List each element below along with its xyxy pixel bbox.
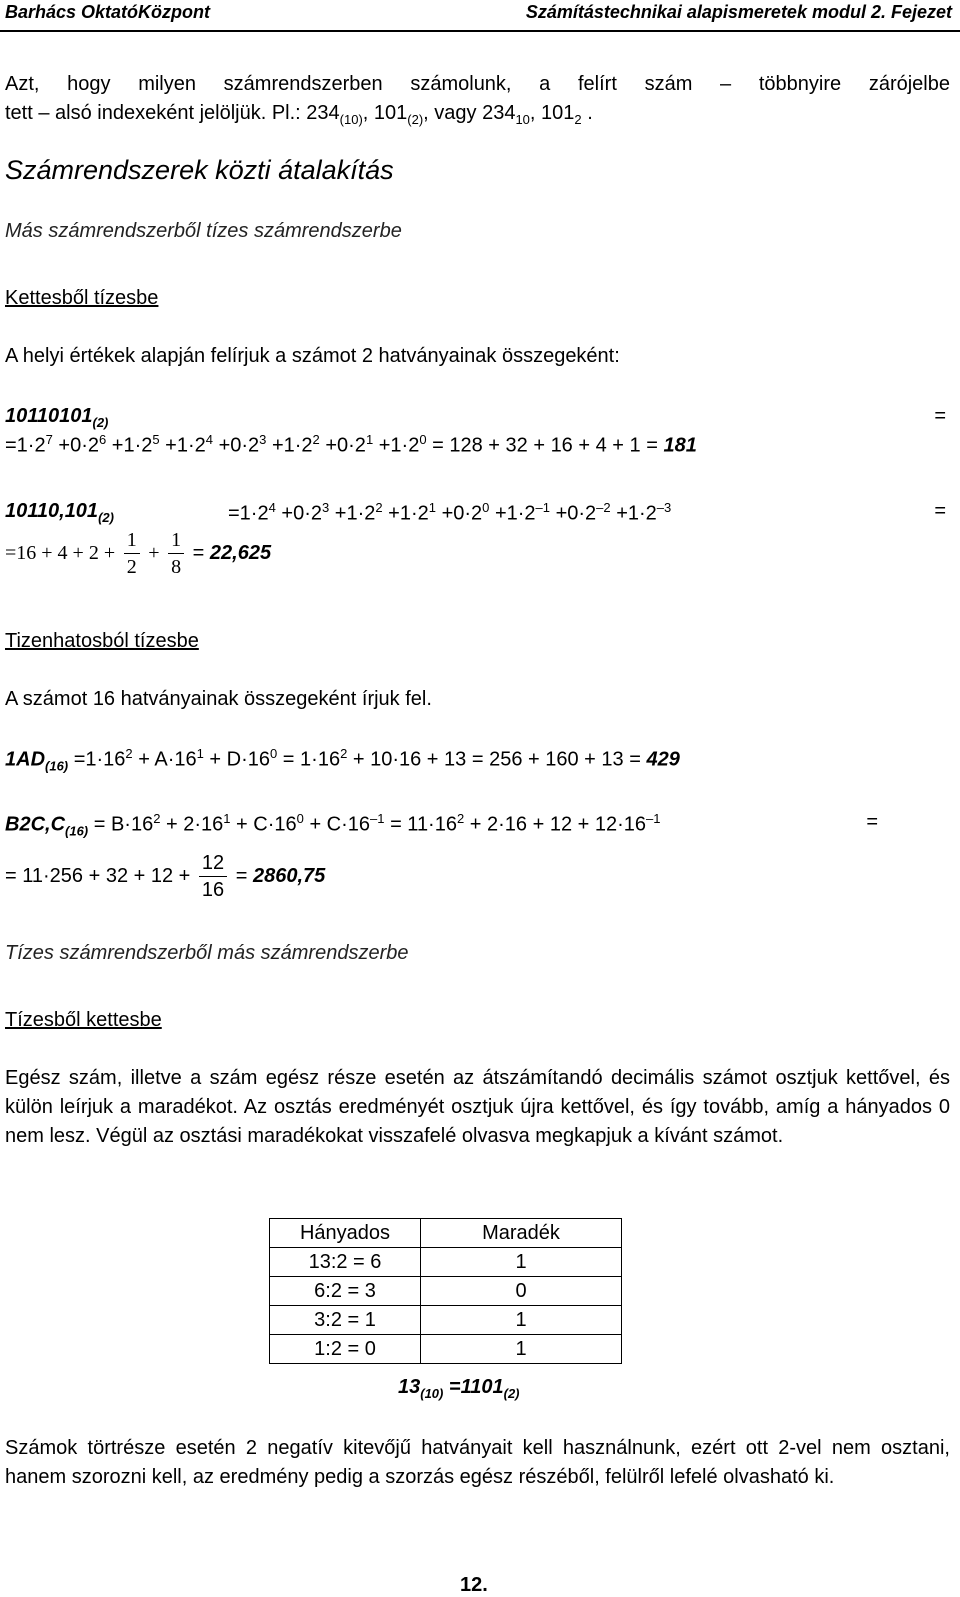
eq2-eqsign: = <box>934 500 946 522</box>
section-title: Számrendszerek közti átalakítás <box>5 155 394 185</box>
table-header-row <box>270 1219 622 1248</box>
table-cell: 3:2 = 1 <box>270 1306 421 1335</box>
eq1-eqsign: = <box>934 405 946 427</box>
eq2-result: 22,625 <box>209 541 272 564</box>
section3-subtitle: Tízes számrendszerből más számrendszerbe <box>5 942 409 964</box>
header-right: Számítástechnikai alapismeretek modul 2. Fejezet <box>525 2 952 22</box>
heading-binary-to-decimal: Kettesből tízesbe <box>5 287 159 309</box>
table-cell: 1 <box>421 1335 622 1364</box>
header-left: Barhács OktatóKözpont <box>5 2 211 22</box>
fraction-1-8: $\frac{1}{8}$ <box>168 527 184 580</box>
table-row <box>270 1306 622 1335</box>
division-table <box>269 1218 622 1364</box>
eq2-expression: $=1\cdot 2^4 +0\cdot 2^3 +1\cdot 2^2 +1\cdot 2^1 +0\cdot 2^0 +1\cdot 2^{-1} +0\cdot 2^{-2} +1\cdot 2^{-3}$ <box>228 500 672 525</box>
table-cell: 13:2 = 6 <box>270 1248 421 1277</box>
table-row <box>270 1248 622 1277</box>
eq3-result: 429 <box>646 748 680 771</box>
table-header: Hányados <box>270 1219 421 1248</box>
heading-decimal-to-binary: Tízesből kettesbe <box>5 1009 162 1031</box>
section3-paragraph: Egész szám, illetve a szám egész része esetén az átszámítandó decimális számot osztjuk kettővel, és külön leírjuk a maradékot. Az osztás eredményét osztjuk újra kettővel, és így tovább, amíg a hányados 0 nem lesz. Végül az osztási maradékokat visszafelé olvasva megkapjuk a kívánt számot. <box>5 1067 950 1147</box>
table-row <box>270 1277 622 1306</box>
eq1-lhs: $10110101_{(2)}$ <box>5 405 109 430</box>
conversion-result: $13_{(10)} =1101_{(2)}$ <box>398 1376 520 1401</box>
eq4: $B2C,C_{(16)} = B\cdot 16^2 + 2\cdot 16^1 + C\cdot 16^0 + C\cdot 16^{-1} = 11\cdot 16^2 + 2\cdot 16 + 12 + 12\cdot 16^{-1}$ <box>5 811 661 839</box>
eq2-lhs: $10110,101_{(2)}$ <box>5 500 114 525</box>
intro-line-2: tett – alsó indexeként jelöljük. Pl.: $234_{(10)}$, $101_{(2)}$, vagy $234_{10}$, $101_2$ . <box>5 102 593 127</box>
table-cell: 0 <box>421 1277 622 1306</box>
table-cell: 1:2 = 0 <box>270 1335 421 1364</box>
eq4-result: 2860,75 <box>252 864 326 887</box>
table-header: Maradék <box>421 1219 622 1248</box>
section-subtitle: Más számrendszerből tízes számrendszerbe <box>5 220 402 242</box>
section2-text: A számot 16 hatványainak összegeként írjuk fel. <box>5 688 432 710</box>
eq4-line2: = 11·256 + 32 + 12 + $\frac{12}{16}$ = 2860,75 <box>5 852 326 901</box>
eq2-line2: =16 + 4 + 2 + $\frac{1}{2}$ + $\frac{1}{8}$ = 22,625 <box>5 529 272 578</box>
table-row <box>270 1335 622 1364</box>
table-cell: 6:2 = 3 <box>270 1277 421 1306</box>
fraction-12-16: $\frac{12}{16}$ <box>199 850 227 903</box>
closing-paragraph: Számok törtrésze esetén 2 negatív kitevőjű hatványait kell használnunk, ezért ott 2-vel nem osztani, hanem szorozni kell, az eredmény pedig a szorzás egész részéből, felülről lefelé olvasható ki. <box>5 1437 950 1488</box>
eq4-eqsign: = <box>866 811 878 833</box>
eq1-result: 181 <box>663 434 697 457</box>
page-number: 12. <box>460 1574 488 1596</box>
table-cell: 1 <box>421 1248 622 1277</box>
table-cell: 1 <box>421 1306 622 1335</box>
fraction-1-2: $\frac{1}{2}$ <box>124 527 140 580</box>
eq1-expression: $=1\cdot 2^7 +0\cdot 2^6 +1\cdot 2^5 +1\cdot 2^4 +0\cdot 2^3 +1\cdot 2^2 +0\cdot 2^1 +1\cdot 2^0 = 128 + 32 + 16 + 4 + 1 = 181$ <box>5 432 697 457</box>
heading-hex-to-decimal: Tizenhatosból tízesbe <box>5 630 199 652</box>
header-rule <box>0 30 960 32</box>
section1-text: A helyi értékek alapján felírjuk a számot 2 hatványainak összegeként: <box>5 345 620 367</box>
intro-line-1: Azt, hogy milyen számrendszerben számolunk, a felírt szám – többnyire zárójelbe <box>5 73 950 95</box>
eq3: $1AD_{(16)} =1\cdot 16^2 + A\cdot 16^1 + D\cdot 16^0 = 1\cdot 16^2 + 10\cdot 16 + 13 = 256 + 160 + 13 = 429$ <box>5 746 680 774</box>
